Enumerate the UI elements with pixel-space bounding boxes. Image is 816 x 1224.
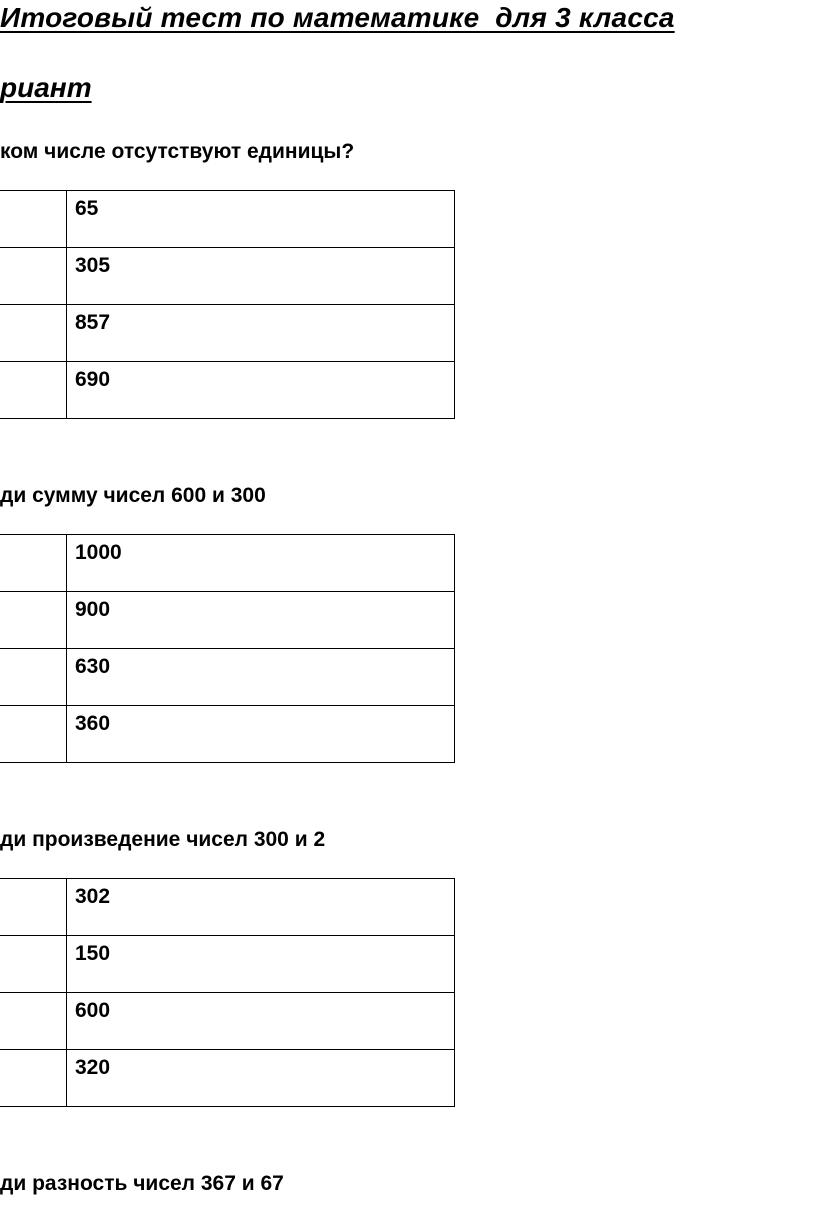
answer-option: 305 xyxy=(67,248,455,305)
answer-option: 150 xyxy=(67,936,455,993)
answer-option: 857 xyxy=(67,305,455,362)
answer-row xyxy=(0,191,455,248)
question-3-answer-table xyxy=(0,878,455,1107)
answer-checkbox-cell[interactable] xyxy=(0,649,67,706)
answer-checkbox-cell[interactable] xyxy=(0,592,67,649)
answer-row xyxy=(0,879,455,936)
answer-checkbox-cell[interactable] xyxy=(0,879,67,936)
answer-option: 302 xyxy=(67,879,455,936)
answer-checkbox-cell[interactable] xyxy=(0,535,67,592)
answer-checkbox-cell[interactable] xyxy=(0,248,67,305)
variant-heading: риант xyxy=(0,72,92,103)
answer-row xyxy=(0,362,455,419)
answer-checkbox-cell[interactable] xyxy=(0,305,67,362)
question-3-text: ди произведение чисел 300 и 2 xyxy=(0,828,326,851)
answer-checkbox-cell[interactable] xyxy=(0,191,67,248)
answer-option: 690 xyxy=(67,362,455,419)
answer-row xyxy=(0,936,455,993)
answer-row xyxy=(0,535,455,592)
answer-option: 600 xyxy=(67,993,455,1050)
answer-row xyxy=(0,248,455,305)
answer-row xyxy=(0,1050,455,1107)
answer-row xyxy=(0,305,455,362)
answer-option: 630 xyxy=(67,649,455,706)
answer-option: 65 xyxy=(67,191,455,248)
answer-option: 1000 xyxy=(67,535,455,592)
question-1-text: ком числе отсутствуют единицы? xyxy=(0,140,355,163)
answer-checkbox-cell[interactable] xyxy=(0,362,67,419)
answer-row xyxy=(0,592,455,649)
document-title: Итоговый тест по математике для 3 класса xyxy=(0,2,675,33)
question-4-text: ди разность чисел 367 и 67 xyxy=(0,1172,284,1195)
answer-checkbox-cell[interactable] xyxy=(0,936,67,993)
answer-row xyxy=(0,993,455,1050)
answer-checkbox-cell[interactable] xyxy=(0,1050,67,1107)
question-2-answer-table xyxy=(0,534,455,763)
answer-row xyxy=(0,706,455,763)
answer-option: 360 xyxy=(67,706,455,763)
answer-option: 900 xyxy=(67,592,455,649)
answer-row xyxy=(0,649,455,706)
answer-checkbox-cell[interactable] xyxy=(0,706,67,763)
question-1-answer-table xyxy=(0,190,455,419)
question-2-text: ди сумму чисел 600 и 300 xyxy=(0,484,266,507)
answer-checkbox-cell[interactable] xyxy=(0,993,67,1050)
answer-option: 320 xyxy=(67,1050,455,1107)
